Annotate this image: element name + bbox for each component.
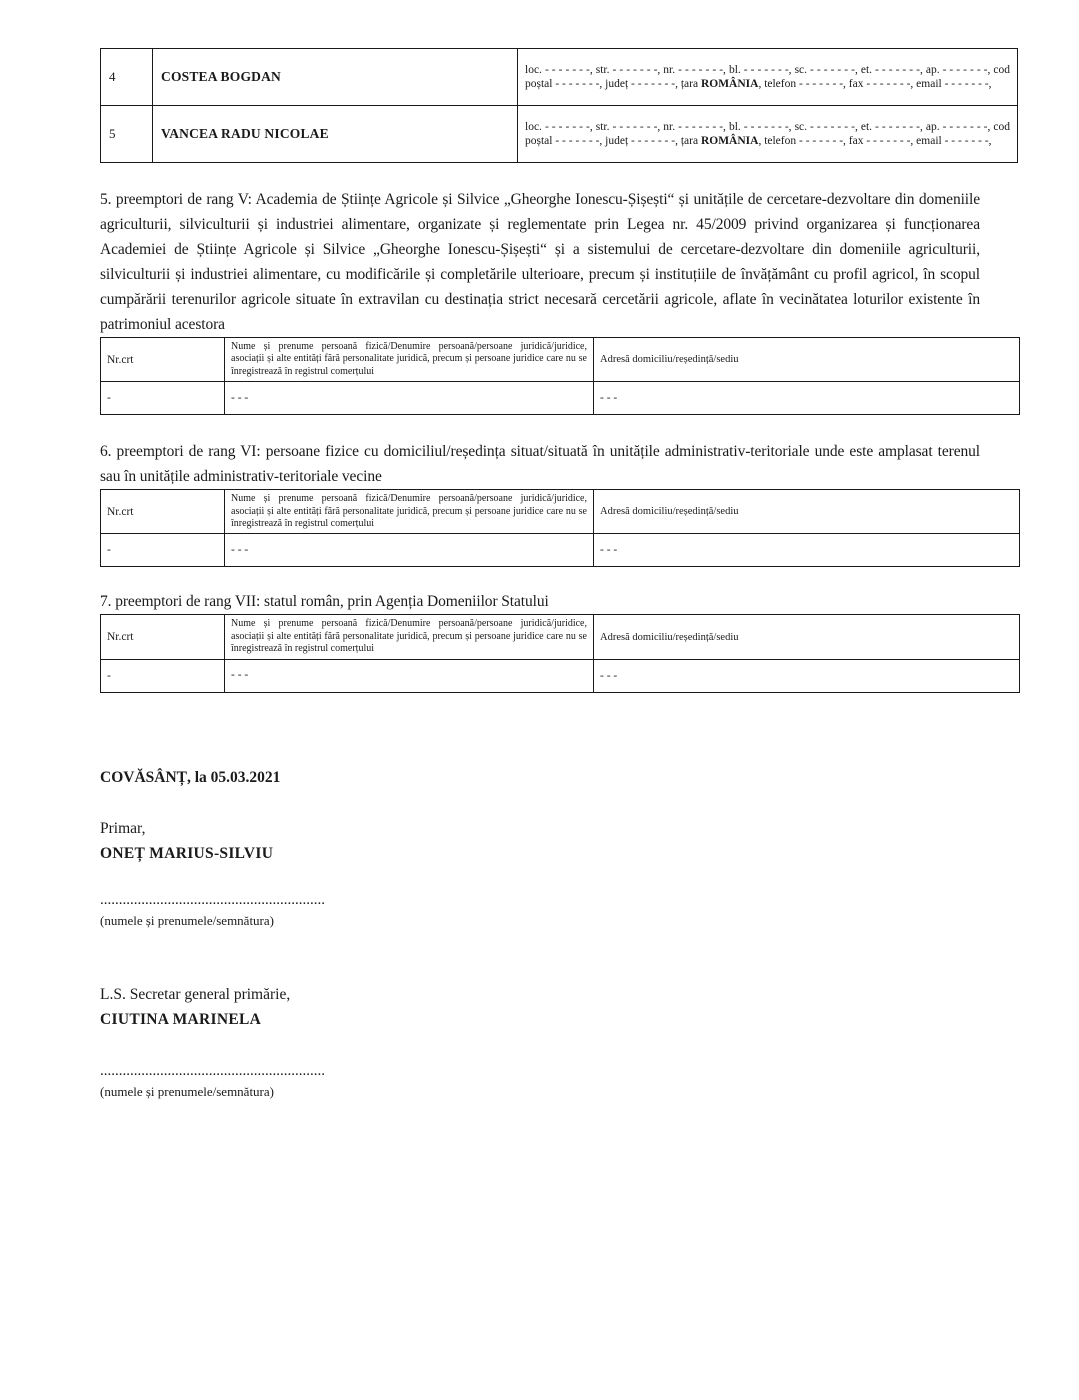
preemptor-address bbox=[518, 106, 1018, 163]
nr-crt-header: Nr.crt bbox=[101, 338, 225, 382]
mayor-title: Primar, bbox=[100, 819, 146, 837]
rank-vi-table bbox=[100, 489, 1020, 567]
preemptor-name: COSTEA BOGDAN bbox=[153, 49, 518, 106]
empty-data-row bbox=[101, 534, 1020, 567]
rank-vii-table bbox=[100, 614, 1020, 692]
secretary-signature-block bbox=[100, 982, 980, 1032]
address-before-country: loc. - - - - - - -, str. - - - - - - -, nr. - - - - - - -, bl. - - - - - - -, sc. - - - - - - -, et. - - - - - - -, ap. - - - - - - -, cod poștal - - - - - - -, județ - - - - - - -, țara bbox=[525, 120, 1010, 147]
empty-name-cell: - - - bbox=[225, 659, 594, 692]
empty-address-cell: - - - bbox=[594, 382, 1020, 415]
address-header: Adresă domiciliu/reședință/sediu bbox=[594, 490, 1020, 534]
secretary-title: L.S. Secretar general primărie, bbox=[100, 985, 291, 1003]
address-country: ROMÂNIA bbox=[700, 78, 759, 90]
preemptors-list-table bbox=[100, 48, 1018, 163]
empty-nr-cell: - bbox=[101, 659, 225, 692]
place-and-date: COVĂSÂNȚ, la 05.03.2021 bbox=[100, 768, 281, 786]
preemptor-row-4 bbox=[101, 49, 1018, 106]
name-header: Nume și prenume persoană fizică/Denumire persoană/persoane juridică/juridice, asociații și alte entități fără personalitate juridică, precum și persoane juridice care nu se înregistrează în registrul comerțului bbox=[225, 615, 594, 659]
rank-vii-paragraph: 7. preemptori de rang VII: statul român, prin Agenția Domeniilor Statului bbox=[100, 593, 549, 611]
empty-name-cell: - - - bbox=[225, 382, 594, 415]
empty-name-cell: - - - bbox=[225, 534, 594, 567]
rank-v-table bbox=[100, 337, 1020, 415]
signature-dots-line: ............................................................ bbox=[100, 1062, 325, 1079]
rank-v-paragraph: 5. preemptori de rang V: Academia de Științe Agricole și Silvice „Gheorghe Ionescu-Șișești“ și unitățile de cercetare-dezvoltare din domeniile agriculturii, silviculturii și industriei alimentare, organizate și reglementate prin Legea nr. 45/2009 privind organizarea și funcționarea Academiei de Științe Agricole și Silvice „Gheorghe Ionescu-Șișești“ și a sistemului de cercetare-dezvoltare din domeniile agriculturii, silviculturii și industriei alimentare, cu modificările și completările ulterioare, precum și instituțiile de învățământ cu profil agricol, în scopul cumpărării terenurilor agricole situate în extravilan cu destinația strict necesară cercetării agricole, aflate în vecinătatea loturilor existente în patrimoniul acestora bbox=[100, 191, 980, 333]
address-header: Adresă domiciliu/reședință/sediu bbox=[594, 615, 1020, 659]
secretary-name: CIUTINA MARINELA bbox=[100, 1010, 262, 1028]
preemptor-name: VANCEA RADU NICOLAE bbox=[153, 106, 518, 163]
row-number-cell: 4 bbox=[101, 49, 153, 106]
table-header-row bbox=[101, 338, 1020, 382]
signature-dots-line: ............................................................ bbox=[100, 891, 325, 908]
address-after-country: , telefon - - - - - - -, fax - - - - - - -, email - - - - - - -, bbox=[758, 78, 992, 90]
address-after-country: , telefon - - - - - - -, fax - - - - - - -, email - - - - - - -, bbox=[758, 135, 992, 147]
address-before-country: loc. - - - - - - -, str. - - - - - - -, nr. - - - - - - -, bl. - - - - - - -, sc. - - - - - - -, et. - - - - - - -, ap. - - - - - - -, cod poștal - - - - - - -, județ - - - - - - -, țara bbox=[525, 63, 1010, 90]
preemptor-address bbox=[518, 49, 1018, 106]
address-country: ROMÂNIA bbox=[700, 135, 759, 147]
empty-address-cell: - - - bbox=[594, 534, 1020, 567]
empty-nr-cell: - bbox=[101, 534, 225, 567]
signature-caption: (numele și prenumele/semnătura) bbox=[100, 912, 274, 928]
document-content bbox=[100, 48, 1010, 1101]
address-header: Adresă domiciliu/reședință/sediu bbox=[594, 338, 1020, 382]
preemptor-row-5 bbox=[101, 106, 1018, 163]
table-header-row bbox=[101, 490, 1020, 534]
signature-caption: (numele și prenumele/semnătura) bbox=[100, 1083, 274, 1099]
empty-address-cell: - - - bbox=[594, 659, 1020, 692]
rank-vi-paragraph: 6. preemptori de rang VI: persoane fizice cu domiciliul/reședința situat/situată în unitățile administrativ-teritoriale unde este amplasat terenul sau în unitățile administrativ-teritoriale vecine bbox=[100, 443, 980, 486]
table-header-row bbox=[101, 615, 1020, 659]
row-number-cell: 5 bbox=[101, 106, 153, 163]
name-header: Nume și prenume persoană fizică/Denumire persoană/persoane juridică/juridice, asociații și alte entități fără personalitate juridică, precum și persoane juridice care nu se înregistrează în registrul comerțului bbox=[225, 490, 594, 534]
name-header: Nume și prenume persoană fizică/Denumire persoană/persoane juridică/juridice, asociații și alte entități fără personalitate juridică, precum și persoane juridice care nu se înregistrează în registrul comerțului bbox=[225, 338, 594, 382]
nr-crt-header: Nr.crt bbox=[101, 615, 225, 659]
empty-nr-cell: - bbox=[101, 382, 225, 415]
empty-data-row bbox=[101, 659, 1020, 692]
nr-crt-header: Nr.crt bbox=[101, 490, 225, 534]
mayor-name: ONEȚ MARIUS-SILVIU bbox=[100, 844, 274, 862]
empty-data-row bbox=[101, 382, 1020, 415]
mayor-signature-block bbox=[100, 816, 980, 866]
